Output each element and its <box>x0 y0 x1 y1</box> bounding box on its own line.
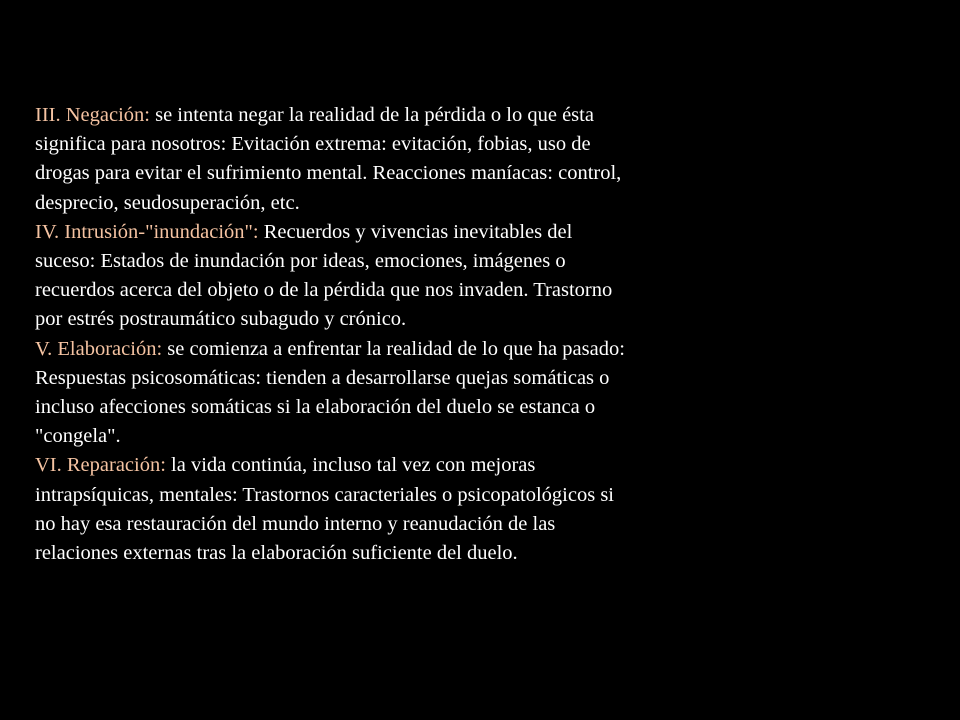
stage-text: la vida continúa, incluso tal vez con mejoras intrapsíquicas, mentales: Trastornos caracteriales o psicopatológicos si no hay esa restauración del mundo interno y reanudación de las relaciones externas tras la elaboración suficiente del duelo. <box>35 454 614 565</box>
stage-title: VI. Reparación: <box>35 454 166 477</box>
stage-intrusion <box>35 218 625 335</box>
stage-title: IV. Intrusión-"inundación": <box>35 220 259 243</box>
stage-elaboracion <box>35 335 625 452</box>
stage-negacion <box>35 101 625 218</box>
stage-reparacion <box>35 451 625 568</box>
stage-text: se comienza a enfrentar la realidad de lo que ha pasado: Respuestas psicosomáticas: tienden a desarrollarse quejas somáticas o incluso afecciones somáticas si la elaboración del duelo se estanca o "congela". <box>35 337 625 448</box>
stage-title: V. Elaboración: <box>35 337 163 360</box>
text-block <box>35 101 625 568</box>
stage-text: se intenta negar la realidad de la pérdida o lo que ésta significa para nosotros: Evitación extrema: evitación, fobias, uso de drogas para evitar el sufrimiento mental. Reacciones maníacas: control, desprecio, seudosuperación, etc. <box>35 104 622 214</box>
stage-text: Recuerdos y vivencias inevitables del suceso: Estados de inundación por ideas, emociones, imágenes o recuerdos acerca del objeto o de la pérdida que nos invaden. Trastorno por estrés postraumático subagudo y crónico. <box>35 220 613 331</box>
stage-title: III. Negación: <box>35 104 150 126</box>
